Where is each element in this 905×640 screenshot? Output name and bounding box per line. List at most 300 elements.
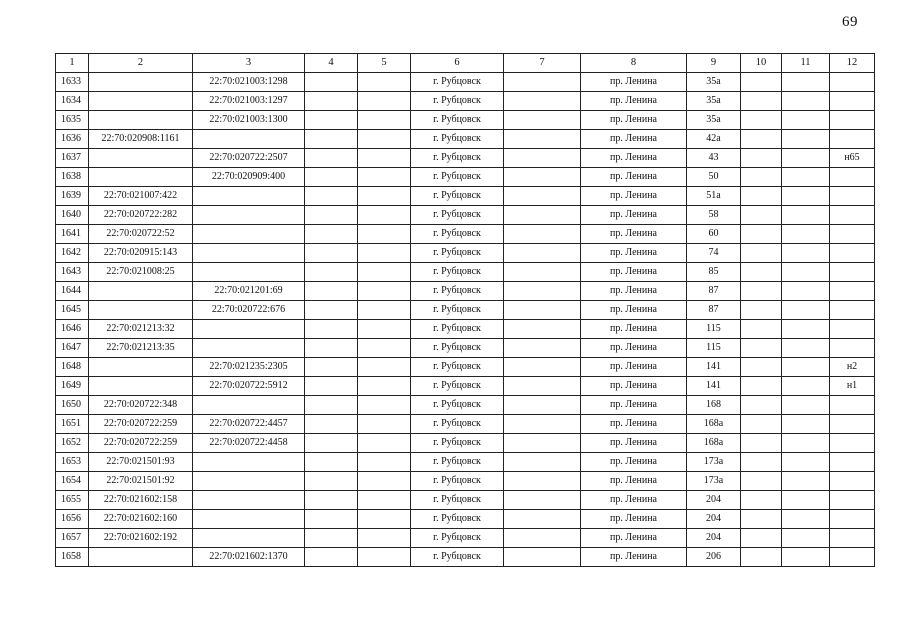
table-cell: 1654 [56, 472, 89, 491]
table-cell: пр. Ленина [581, 130, 687, 149]
table-cell: пр. Ленина [581, 510, 687, 529]
table-cell [830, 111, 875, 130]
table-cell: 1639 [56, 187, 89, 206]
table-row [56, 168, 875, 187]
table-cell [782, 282, 830, 301]
table-cell: 1643 [56, 263, 89, 282]
table-cell [305, 510, 358, 529]
table-cell [358, 301, 411, 320]
table-cell [193, 453, 305, 472]
table-cell [782, 244, 830, 263]
table-row [56, 225, 875, 244]
table-cell: 204 [687, 510, 741, 529]
table-cell [305, 168, 358, 187]
table-cell: 22:70:020722:4457 [193, 415, 305, 434]
table-row [56, 453, 875, 472]
table-cell: г. Рубцовск [411, 225, 504, 244]
table-cell: 22:70:020909:400 [193, 168, 305, 187]
table-row [56, 491, 875, 510]
table-row [56, 320, 875, 339]
table-cell: г. Рубцовск [411, 548, 504, 567]
table-cell [193, 187, 305, 206]
table-cell: 204 [687, 491, 741, 510]
table-cell: 22:70:021003:1300 [193, 111, 305, 130]
table-cell [193, 206, 305, 225]
table-cell [741, 244, 782, 263]
table-cell: 22:70:020722:282 [89, 206, 193, 225]
table-cell: 1640 [56, 206, 89, 225]
table-cell [305, 529, 358, 548]
table-cell [305, 92, 358, 111]
table-cell: пр. Ленина [581, 339, 687, 358]
table-cell [193, 472, 305, 491]
table-row [56, 92, 875, 111]
table-cell [504, 453, 581, 472]
table-cell: пр. Ленина [581, 149, 687, 168]
table-cell: г. Рубцовск [411, 92, 504, 111]
table-cell [830, 244, 875, 263]
table-cell [358, 282, 411, 301]
table-cell [504, 92, 581, 111]
table-cell [193, 491, 305, 510]
column-header: 10 [741, 54, 782, 73]
table-cell: пр. Ленина [581, 548, 687, 567]
table-cell [782, 510, 830, 529]
table-cell [741, 472, 782, 491]
table-row [56, 548, 875, 567]
table-cell [358, 320, 411, 339]
table-cell [504, 491, 581, 510]
table-cell: 1656 [56, 510, 89, 529]
table-cell [305, 130, 358, 149]
table-cell [782, 529, 830, 548]
table-cell [305, 225, 358, 244]
table-cell [358, 453, 411, 472]
table-cell [358, 187, 411, 206]
table-cell [830, 339, 875, 358]
table-cell [830, 434, 875, 453]
table-cell: г. Рубцовск [411, 377, 504, 396]
table-cell [782, 415, 830, 434]
column-header: 7 [504, 54, 581, 73]
table-cell: 1638 [56, 168, 89, 187]
table-cell [193, 510, 305, 529]
table-cell [358, 377, 411, 396]
table-cell [504, 206, 581, 225]
table-cell [358, 111, 411, 130]
table-cell: 1637 [56, 149, 89, 168]
table-cell [830, 206, 875, 225]
table-cell: 22:70:021602:160 [89, 510, 193, 529]
table-cell [305, 396, 358, 415]
table-cell [305, 244, 358, 263]
table-cell [504, 130, 581, 149]
table-row [56, 529, 875, 548]
table-cell: пр. Ленина [581, 225, 687, 244]
table-cell: 1650 [56, 396, 89, 415]
table-cell: г. Рубцовск [411, 396, 504, 415]
table-cell: г. Рубцовск [411, 472, 504, 491]
table-cell [358, 263, 411, 282]
table-row [56, 282, 875, 301]
table-cell [830, 73, 875, 92]
table-cell [830, 529, 875, 548]
table-cell: г. Рубцовск [411, 282, 504, 301]
table-cell [830, 168, 875, 187]
table-cell: 173а [687, 453, 741, 472]
table-cell: 22:70:021201:69 [193, 282, 305, 301]
table-cell [358, 92, 411, 111]
table-row [56, 358, 875, 377]
table-cell [504, 282, 581, 301]
table-row [56, 396, 875, 415]
table-cell [89, 358, 193, 377]
table-cell: пр. Ленина [581, 301, 687, 320]
table-cell [504, 358, 581, 377]
table-cell: 173а [687, 472, 741, 491]
table-cell: 22:70:021213:35 [89, 339, 193, 358]
table-cell: 35а [687, 92, 741, 111]
table-cell: 22:70:020908:1161 [89, 130, 193, 149]
table-cell [782, 396, 830, 415]
table-cell [782, 453, 830, 472]
table-cell: 58 [687, 206, 741, 225]
column-header: 3 [193, 54, 305, 73]
table-cell: 141 [687, 377, 741, 396]
table-cell: н2 [830, 358, 875, 377]
table-cell [305, 434, 358, 453]
table-cell: 22:70:020722:259 [89, 415, 193, 434]
table-cell [782, 472, 830, 491]
table-cell [358, 472, 411, 491]
table-cell: г. Рубцовск [411, 187, 504, 206]
table-cell: 1653 [56, 453, 89, 472]
table-cell [830, 130, 875, 149]
table-cell [504, 263, 581, 282]
table-cell [741, 92, 782, 111]
table-cell [741, 111, 782, 130]
table-cell [358, 510, 411, 529]
table-cell: 22:70:020722:676 [193, 301, 305, 320]
table-cell [504, 244, 581, 263]
table-cell: 87 [687, 282, 741, 301]
table-cell [358, 396, 411, 415]
table-cell: г. Рубцовск [411, 434, 504, 453]
table-cell [358, 339, 411, 358]
table-cell: г. Рубцовск [411, 358, 504, 377]
table-cell: 1642 [56, 244, 89, 263]
table-row [56, 111, 875, 130]
table-cell: 1652 [56, 434, 89, 453]
table-cell [504, 73, 581, 92]
table-cell [782, 263, 830, 282]
table-cell: 85 [687, 263, 741, 282]
table-row [56, 339, 875, 358]
table-cell [504, 510, 581, 529]
table-cell: 1635 [56, 111, 89, 130]
table-cell [782, 339, 830, 358]
table-cell: 1649 [56, 377, 89, 396]
table-cell: г. Рубцовск [411, 111, 504, 130]
table-cell: 22:70:020722:2507 [193, 149, 305, 168]
table-cell [89, 282, 193, 301]
table-cell: пр. Ленина [581, 73, 687, 92]
table-cell: г. Рубцовск [411, 491, 504, 510]
table-row [56, 415, 875, 434]
table-cell [504, 434, 581, 453]
registry-table [55, 53, 875, 567]
table-cell: г. Рубцовск [411, 510, 504, 529]
table-cell [830, 263, 875, 282]
table-cell: 1647 [56, 339, 89, 358]
table-cell: пр. Ленина [581, 92, 687, 111]
table-cell [741, 149, 782, 168]
table-cell: г. Рубцовск [411, 529, 504, 548]
table-cell: г. Рубцовск [411, 453, 504, 472]
table-cell [741, 434, 782, 453]
table-cell [305, 472, 358, 491]
table-cell [504, 339, 581, 358]
table-cell [782, 548, 830, 567]
page-number: 69 [842, 14, 858, 30]
table-cell [504, 472, 581, 491]
table-cell [504, 320, 581, 339]
table-cell [830, 396, 875, 415]
table-cell [741, 510, 782, 529]
table-cell: 60 [687, 225, 741, 244]
table-cell [358, 225, 411, 244]
table-cell [193, 130, 305, 149]
table-cell [305, 320, 358, 339]
table-cell [782, 225, 830, 244]
table-cell [782, 301, 830, 320]
table-cell: г. Рубцовск [411, 301, 504, 320]
table-cell [193, 339, 305, 358]
column-header: 1 [56, 54, 89, 73]
table-cell: пр. Ленина [581, 529, 687, 548]
table-cell [830, 92, 875, 111]
table-cell: г. Рубцовск [411, 206, 504, 225]
table-cell: пр. Ленина [581, 187, 687, 206]
table-cell [830, 548, 875, 567]
header-row [56, 54, 875, 73]
table-cell [782, 92, 830, 111]
table-cell [741, 415, 782, 434]
table-cell [89, 73, 193, 92]
table-cell: пр. Ленина [581, 320, 687, 339]
table-cell [358, 130, 411, 149]
table-cell [305, 263, 358, 282]
table-cell: 141 [687, 358, 741, 377]
table-cell: 1633 [56, 73, 89, 92]
table-row [56, 73, 875, 92]
table-cell: 206 [687, 548, 741, 567]
table-cell [305, 339, 358, 358]
table-cell: 51а [687, 187, 741, 206]
table-cell: 22:70:020722:5912 [193, 377, 305, 396]
table-cell: г. Рубцовск [411, 130, 504, 149]
table-cell [741, 168, 782, 187]
table-cell: 22:70:020722:259 [89, 434, 193, 453]
table-cell [830, 301, 875, 320]
table-cell [358, 206, 411, 225]
table-cell [358, 491, 411, 510]
table-cell: 115 [687, 320, 741, 339]
table-cell: 22:70:021501:93 [89, 453, 193, 472]
table-cell [741, 358, 782, 377]
table-cell: 168а [687, 434, 741, 453]
table-cell [782, 73, 830, 92]
table-cell [741, 282, 782, 301]
column-header: 4 [305, 54, 358, 73]
table-cell [305, 377, 358, 396]
table-row [56, 377, 875, 396]
table-cell [782, 206, 830, 225]
table-cell [504, 149, 581, 168]
table-cell: 22:70:021008:25 [89, 263, 193, 282]
table-cell [305, 111, 358, 130]
table-cell: 22:70:020722:348 [89, 396, 193, 415]
table-cell [358, 434, 411, 453]
table-row [56, 187, 875, 206]
table-cell: 22:70:021235:2305 [193, 358, 305, 377]
table-cell [504, 415, 581, 434]
table-cell: пр. Ленина [581, 491, 687, 510]
table-cell [782, 434, 830, 453]
table-cell: 22:70:021602:158 [89, 491, 193, 510]
table-cell: 1657 [56, 529, 89, 548]
table-row [56, 206, 875, 225]
table-cell: 22:70:020722:4458 [193, 434, 305, 453]
table-cell [193, 396, 305, 415]
table-cell: 1645 [56, 301, 89, 320]
table-row [56, 510, 875, 529]
table-cell [89, 548, 193, 567]
table-cell: 74 [687, 244, 741, 263]
table-cell [193, 529, 305, 548]
table-cell [305, 358, 358, 377]
table-cell [782, 320, 830, 339]
column-header: 8 [581, 54, 687, 73]
table-cell: пр. Ленина [581, 263, 687, 282]
table-cell: 1644 [56, 282, 89, 301]
table-cell [782, 149, 830, 168]
table-cell: 22:70:021602:1370 [193, 548, 305, 567]
table-cell [305, 453, 358, 472]
table-cell: 22:70:021007:422 [89, 187, 193, 206]
table-cell: пр. Ленина [581, 415, 687, 434]
table-cell [305, 206, 358, 225]
table-cell [358, 415, 411, 434]
table-cell: пр. Ленина [581, 358, 687, 377]
table-cell: пр. Ленина [581, 282, 687, 301]
table-cell: пр. Ленина [581, 434, 687, 453]
table-header [56, 54, 875, 73]
table-cell: пр. Ленина [581, 377, 687, 396]
table-row [56, 149, 875, 168]
table-cell: 22:70:021003:1297 [193, 92, 305, 111]
table-cell: 22:70:021213:32 [89, 320, 193, 339]
table-cell [89, 301, 193, 320]
table-cell [830, 320, 875, 339]
table-cell [358, 168, 411, 187]
table-row [56, 472, 875, 491]
table-cell [830, 187, 875, 206]
table-cell: г. Рубцовск [411, 320, 504, 339]
table-cell: 1651 [56, 415, 89, 434]
table-cell: пр. Ленина [581, 453, 687, 472]
column-header: 9 [687, 54, 741, 73]
table-cell: пр. Ленина [581, 396, 687, 415]
table-cell [89, 149, 193, 168]
table-cell [305, 301, 358, 320]
table-cell [358, 358, 411, 377]
table-cell [741, 187, 782, 206]
table-cell [782, 187, 830, 206]
table-cell [741, 263, 782, 282]
table-row [56, 301, 875, 320]
table-cell: г. Рубцовск [411, 339, 504, 358]
table-cell [830, 225, 875, 244]
table-cell: 50 [687, 168, 741, 187]
table-cell: 1648 [56, 358, 89, 377]
table-cell: 43 [687, 149, 741, 168]
table-cell [741, 548, 782, 567]
table-cell: 87 [687, 301, 741, 320]
column-header: 11 [782, 54, 830, 73]
table-cell [504, 225, 581, 244]
table-cell: пр. Ленина [581, 111, 687, 130]
table-cell [89, 111, 193, 130]
table-cell [741, 130, 782, 149]
table-cell [782, 358, 830, 377]
table-cell: 22:70:020722:52 [89, 225, 193, 244]
column-header: 5 [358, 54, 411, 73]
table-cell [89, 377, 193, 396]
table-cell: 1646 [56, 320, 89, 339]
table-cell [782, 491, 830, 510]
table-cell: 22:70:020915:143 [89, 244, 193, 263]
table-cell: 1658 [56, 548, 89, 567]
table-body [56, 73, 875, 567]
table-cell: пр. Ленина [581, 206, 687, 225]
table-cell [193, 263, 305, 282]
table-cell [504, 529, 581, 548]
table-cell [830, 472, 875, 491]
table-cell: 42а [687, 130, 741, 149]
table-cell: пр. Ленина [581, 168, 687, 187]
table-cell: 168 [687, 396, 741, 415]
table-cell [830, 415, 875, 434]
column-header: 12 [830, 54, 875, 73]
table-cell [741, 396, 782, 415]
table-cell [741, 301, 782, 320]
table-cell [741, 225, 782, 244]
table-cell: 168а [687, 415, 741, 434]
table-cell [305, 548, 358, 567]
table-cell [89, 92, 193, 111]
table-cell [193, 320, 305, 339]
table-cell [358, 529, 411, 548]
table-row [56, 130, 875, 149]
table-cell [782, 377, 830, 396]
table-row [56, 434, 875, 453]
table-cell [504, 168, 581, 187]
table-cell [741, 377, 782, 396]
table-cell: пр. Ленина [581, 472, 687, 491]
table-cell [741, 73, 782, 92]
table-cell [305, 415, 358, 434]
